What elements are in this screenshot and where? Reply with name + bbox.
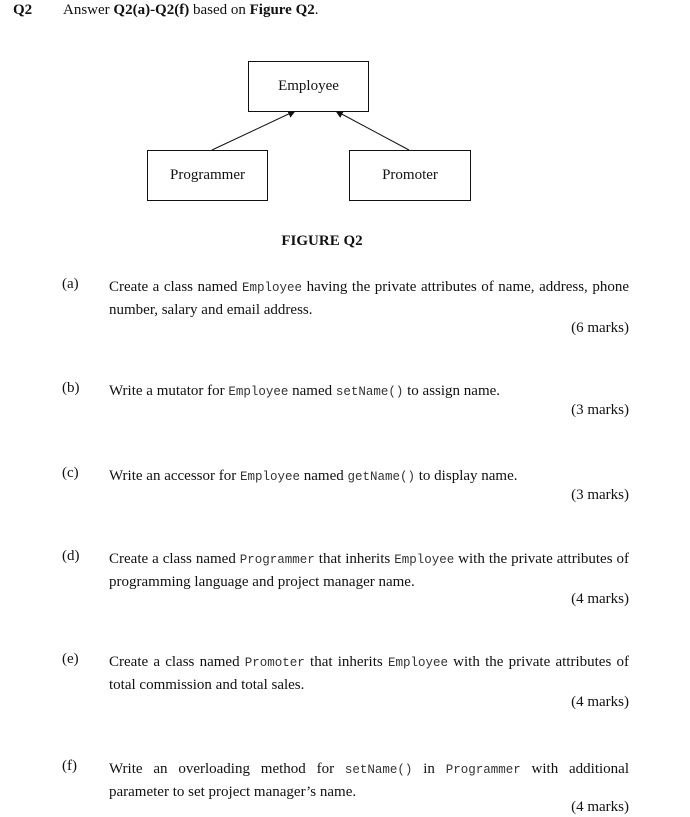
q-b-code-2: setName() <box>335 385 404 399</box>
q-a-code-1: Employee <box>242 281 303 295</box>
q-c-text-1: Write an accessor for <box>109 468 240 484</box>
connector-programmer-to-employee <box>212 111 295 150</box>
diagram-connectors <box>0 0 690 230</box>
q-d-text-3: with the private attributes of programming language and project manager name. <box>109 551 629 590</box>
q-b-code-1: Employee <box>228 385 289 399</box>
q-b-text-1: Write a mutator for <box>109 383 229 399</box>
question-a-text <box>109 276 629 321</box>
q-d-code-2: Employee <box>394 553 455 567</box>
question-b-marks: (3 marks) <box>571 402 629 418</box>
question-number: Q2 <box>13 2 33 18</box>
inheritance-diagram <box>0 0 690 230</box>
intro-figure-ref: Figure Q2 <box>249 2 315 18</box>
q-c-code-1: Employee <box>240 470 301 484</box>
q-d-code-1: Programmer <box>239 553 315 567</box>
question-e-marks: (4 marks) <box>571 694 629 710</box>
question-b-text <box>109 380 629 403</box>
question-c-label: (c) <box>62 465 79 481</box>
q-f-text-3: with additional parameter to set project manager’s name. <box>109 761 629 800</box>
q-f-text-1: Write an overloading method for <box>109 761 345 777</box>
intro-range: Q2(a)-Q2(f) <box>113 2 190 18</box>
question-f-text <box>109 758 629 803</box>
intro-prefix: Answer <box>63 2 114 18</box>
question-b-label: (b) <box>62 380 80 396</box>
q-a-text-1: Create a class named <box>109 279 243 295</box>
question-d-marks: (4 marks) <box>571 591 629 607</box>
connector-promoter-to-employee <box>336 111 409 150</box>
q-e-code-2: Employee <box>387 656 448 670</box>
q-e-code-1: Promoter <box>244 656 305 670</box>
question-c-text <box>109 465 629 488</box>
question-e-text <box>109 651 629 696</box>
question-d-text <box>109 548 629 593</box>
question-c-marks: (3 marks) <box>571 487 629 503</box>
question-a-label: (a) <box>62 276 79 292</box>
question-a-marks: (6 marks) <box>571 320 629 336</box>
q-f-code-2: Programmer <box>445 763 521 777</box>
question-f-label: (f) <box>62 758 77 774</box>
q-b-text-3: to assign name. <box>403 383 501 399</box>
q-a-text-2: having the private attributes of name, address, phone number, salary and email address. <box>109 279 629 318</box>
q-c-text-2: named <box>300 468 348 484</box>
programmer-box: Programmer <box>147 150 268 201</box>
promoter-box: Promoter <box>349 150 471 201</box>
intro-suffix: . <box>314 2 319 18</box>
q-e-text-1: Create a class named <box>109 654 245 670</box>
q-d-text-2: that inherits <box>314 551 395 567</box>
q-c-text-3: to display name. <box>415 468 518 484</box>
q-e-text-3: with the private attributes of total commission and total sales. <box>109 654 629 693</box>
q-f-code-1: setName() <box>344 763 413 777</box>
question-e-label: (e) <box>62 651 79 667</box>
q-d-text-1: Create a class named <box>109 551 240 567</box>
intro-middle: based on <box>189 2 250 18</box>
employee-box: Employee <box>248 61 369 112</box>
figure-caption: FIGURE Q2 <box>281 233 363 249</box>
q-b-text-2: named <box>288 383 336 399</box>
q-e-text-2: that inherits <box>304 654 388 670</box>
question-f-marks: (4 marks) <box>571 799 629 815</box>
q-f-text-2: in <box>412 761 446 777</box>
question-d-label: (d) <box>62 548 80 564</box>
q-c-code-2: getName() <box>347 470 416 484</box>
